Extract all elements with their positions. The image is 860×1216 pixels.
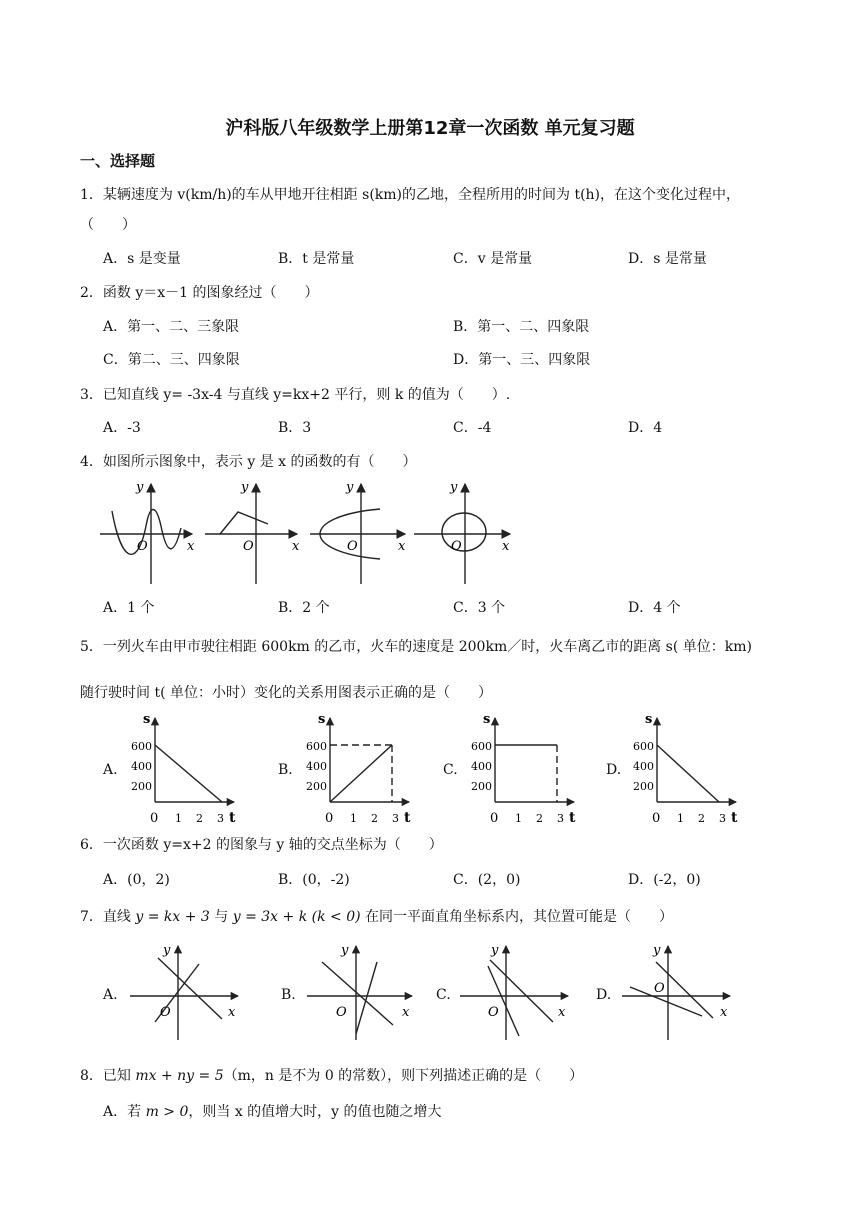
q5-b-y600: 600 [306, 740, 327, 753]
q7-a-x: x [228, 1005, 236, 1020]
q5-c-y200: 200 [471, 780, 492, 793]
q5-graph-a [155, 718, 234, 802]
q4-g2-y: y [241, 480, 249, 495]
q5-graph-c [495, 718, 574, 802]
q7-d-x: x [720, 1005, 728, 1020]
q5-d-y400: 400 [633, 760, 654, 773]
q7-a-origin: O [160, 1005, 171, 1020]
q5-c-x3: 3 [557, 812, 564, 825]
q7-b-y: y [341, 943, 349, 958]
q5-b-y400: 400 [306, 760, 327, 773]
section-heading: 一、选择题 [80, 152, 156, 170]
q4-option-b: B．2 个 [278, 600, 330, 616]
q5-d-y600: 600 [633, 740, 654, 753]
q8-option-a-eq: m > 0 [145, 1104, 189, 1120]
q2-option-d: D．第一、三、四象限 [453, 352, 591, 368]
q3-option-a: A．-3 [103, 420, 141, 436]
q5-b-y200: 200 [306, 780, 327, 793]
q1-paren: （ ） [80, 217, 136, 233]
q2-option-c: C．第二、三、四象限 [103, 352, 240, 368]
q7-eq1: y = kx + 3 [135, 909, 210, 925]
q7-stem-post: 在同一平面直角坐标系内，其位置可能是（ ） [360, 909, 674, 925]
q4-g1-y: y [136, 480, 144, 495]
q5-b-x0: 0 [325, 811, 334, 826]
q4-graph-1 [100, 484, 192, 584]
q8-stem [80, 1065, 583, 1085]
q4-g2-x: x [292, 539, 300, 554]
q8-option-a [103, 1101, 442, 1121]
q5-a-t: t [229, 810, 236, 826]
q4-graph-4 [414, 484, 510, 584]
q4-g1-origin: O [137, 539, 148, 554]
q5-b-x3: 3 [392, 812, 399, 825]
q4-graph-3 [310, 484, 405, 584]
q7-b-origin: O [336, 1005, 347, 1020]
q5-a-x1: 1 [175, 812, 182, 825]
q8-stem-post: （m，n 是不为 0 的常数），则下列描述正确的是（ ） [223, 1068, 584, 1084]
q5-a-s: s [143, 712, 151, 727]
q7-graph-d [622, 946, 730, 1040]
q5-c-s: s [483, 712, 491, 727]
q1-option-a: A．s 是变量 [103, 251, 181, 267]
q1-option-d: D．s 是常量 [628, 251, 707, 267]
q3-option-d: D．4 [628, 420, 663, 436]
q5-a-x3: 3 [217, 812, 224, 825]
q7-stem-pre: 7．直线 [80, 909, 136, 925]
q5-d-x3: 3 [719, 812, 726, 825]
q6-option-b: B．(0，-2) [278, 872, 350, 888]
q5-b-x1: 1 [350, 812, 357, 825]
q7-graph-c [460, 946, 568, 1040]
q5-d-x0: 0 [652, 811, 661, 826]
q4-g3-x: x [398, 539, 406, 554]
q5-b-x2: 2 [371, 812, 378, 825]
q5-d-t: t [731, 810, 738, 826]
q5-c-x1: 1 [515, 812, 522, 825]
q3-option-c: C．-4 [453, 420, 492, 436]
q5-c-x0: 0 [490, 811, 499, 826]
q5-a-y600: 600 [131, 740, 152, 753]
q7-c-origin: O [488, 1005, 499, 1020]
q7-d-origin: O [654, 981, 665, 996]
q4-g3-y: y [346, 480, 354, 495]
q2-option-b: B．第一、二、四象限 [453, 319, 590, 335]
q7-d-y: y [653, 943, 661, 958]
q7-stem [80, 906, 673, 926]
q4-g4-origin: O [451, 539, 462, 554]
q5-stem-line2: 随行驶时间 t( 单位：小时）变化的关系用图表示正确的是（ ） [80, 685, 492, 701]
q4-g2-origin: O [243, 539, 254, 554]
q4-g3-origin: O [347, 539, 358, 554]
q5-c-y600: 600 [471, 740, 492, 753]
q5-label-c: C. [443, 762, 458, 778]
q5-d-s: s [645, 712, 653, 727]
q5-figure [0, 708, 860, 833]
q8-option-a-post: ，则当 x 的值增大时，y 的值也随之增大 [188, 1104, 442, 1120]
q4-graph-2 [205, 484, 297, 584]
q3-stem: 3．已知直线 y= -3x-4 与直线 y=kx+2 平行，则 k 的值为（ ）. [80, 387, 511, 403]
q5-graph-b [330, 718, 409, 802]
q7-c-x: x [558, 1005, 566, 1020]
q4-figure [0, 476, 860, 606]
q4-stem: 4．如图所示图象中，表示 y 是 x 的函数的有（ ） [80, 454, 417, 470]
q5-a-x2: 2 [196, 812, 203, 825]
q1-option-c: C．v 是常量 [453, 251, 533, 267]
q5-a-y200: 200 [131, 780, 152, 793]
q5-d-x2: 2 [698, 812, 705, 825]
q7-label-b: B. [281, 987, 296, 1003]
q7-graph-b [307, 946, 412, 1040]
q5-c-x2: 2 [536, 812, 543, 825]
q8-eq: mx + ny = 5 [135, 1068, 224, 1084]
q1-option-b: B．t 是常量 [278, 251, 355, 267]
q7-label-d: D. [596, 987, 612, 1003]
q7-b-x: x [402, 1005, 410, 1020]
q1-stem: 1．某辆速度为 v(km/h)的车从甲地开往相距 s(km)的乙地，全程所用的时间为 t(h)，在这个变化过程中， [80, 187, 741, 203]
q4-option-c: C．3 个 [453, 600, 506, 616]
q4-g4-y: y [450, 480, 458, 495]
q5-d-y200: 200 [633, 780, 654, 793]
q4-option-a: A．1 个 [103, 600, 155, 616]
q5-graph-d [657, 718, 736, 802]
q4-option-d: D．4 个 [628, 600, 681, 616]
q6-stem: 6．一次函数 y=x+2 的图象与 y 轴的交点坐标为（ ） [80, 837, 443, 853]
q6-option-d: D．(-2，0) [628, 872, 701, 888]
q7-figure [0, 940, 860, 1040]
q8-stem-pre: 8．已知 [80, 1068, 136, 1084]
q5-d-x1: 1 [677, 812, 684, 825]
q7-label-a: A. [103, 987, 118, 1003]
q5-stem-line1: 5．一列火车由甲市驶往相距 600km 的乙市，火车的速度是 200km／时，火车离乙市的距离 s( 单位：km) [80, 639, 752, 655]
page-title: 沪科版八年级数学上册第12章一次函数 单元复习题 [225, 118, 635, 139]
q5-c-t: t [569, 810, 576, 826]
q5-label-d: D. [606, 762, 622, 778]
q6-option-c: C．(2，0) [453, 872, 521, 888]
q2-option-a: A．第一、二、三象限 [103, 319, 240, 335]
q8-option-a-pre: A．若 [103, 1104, 146, 1120]
q7-stem-mid: 与 [209, 909, 233, 925]
q7-c-y: y [491, 943, 499, 958]
q5-label-a: A. [103, 762, 118, 778]
q5-a-y400: 400 [131, 760, 152, 773]
q5-c-y400: 400 [471, 760, 492, 773]
q2-stem: 2．函数 y＝x－1 的图象经过（ ） [80, 285, 319, 301]
q7-graph-a [130, 946, 238, 1040]
q7-eq2: y = 3x + k (k < 0) [232, 909, 361, 925]
q4-g1-x: x [187, 539, 195, 554]
q5-b-s: s [318, 712, 326, 727]
q5-a-x0: 0 [150, 811, 159, 826]
q7-a-y: y [163, 943, 171, 958]
q3-option-b: B．3 [278, 420, 312, 436]
q4-g4-x: x [502, 539, 510, 554]
q5-b-t: t [404, 810, 411, 826]
q6-option-a: A．(0，2) [103, 872, 170, 888]
q5-label-b: B. [278, 762, 293, 778]
q7-label-c: C. [436, 987, 451, 1003]
